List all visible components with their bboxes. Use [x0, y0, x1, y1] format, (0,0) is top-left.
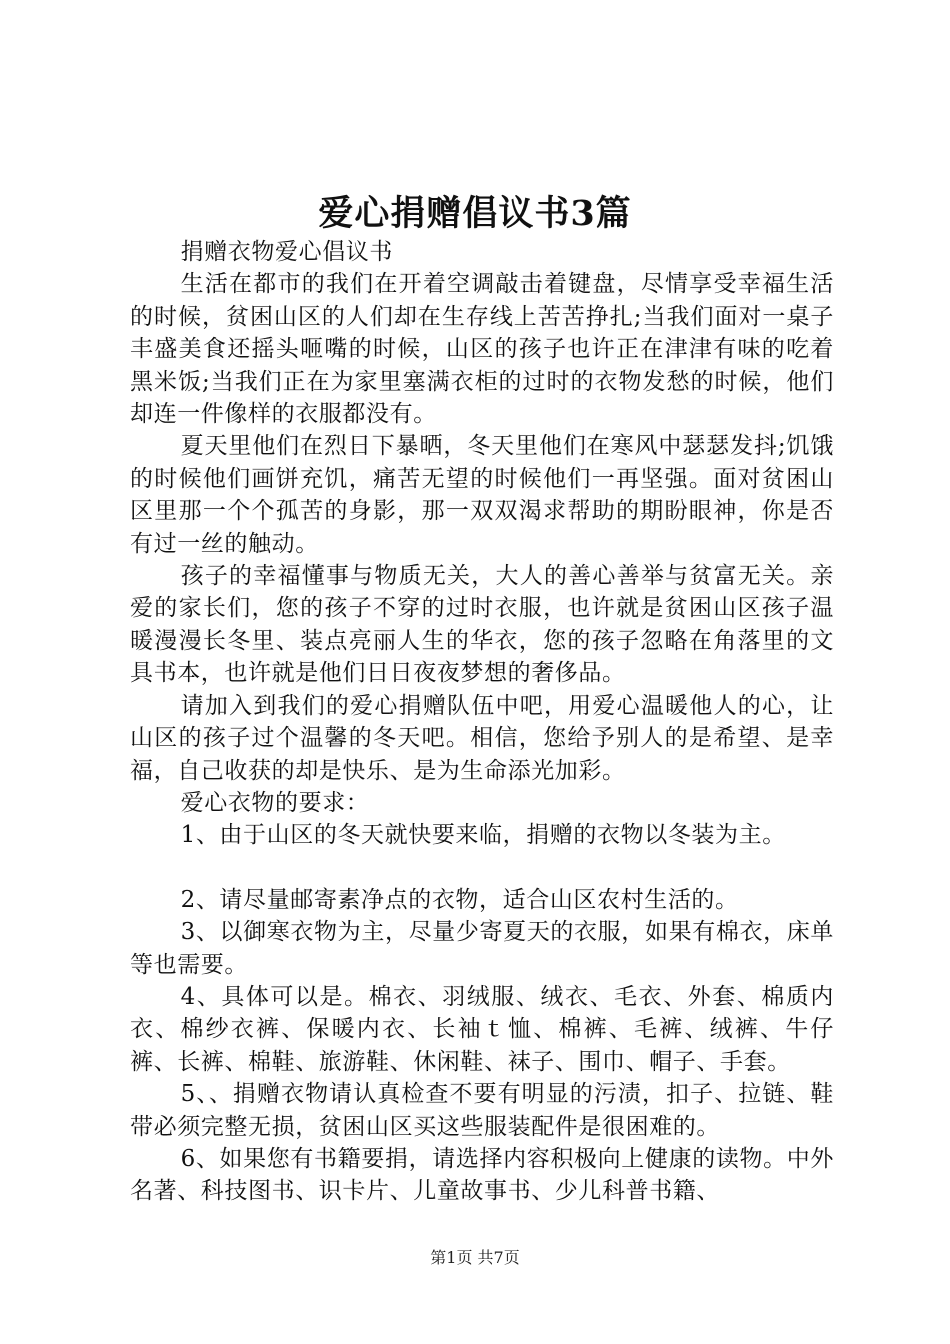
- paragraph: 孩子的幸福懂事与物质无关，大人的善心善举与贫富无关。亲爱的家长们，您的孩子不穿的过时衣服，也许就是贫困山区孩子温暖漫漫长冬里、装点亮丽人生的华衣，您的孩子忽略在角落里的文具书本，也许就是他们日日夜夜梦想的奢侈品。: [130, 563, 834, 687]
- requirement-item: 6、如果您有书籍要捐，请选择内容积极向上健康的读物。中外名著、科技图书、识卡片、儿童故事书、少儿科普书籍、: [130, 1145, 834, 1205]
- requirement-item: 3、以御寒衣物为主，尽量少寄夏天的衣服，如果有棉衣，床单等也需要。: [130, 919, 834, 978]
- requirement-item: 2、请尽量邮寄素净点的衣物，适合山区农村生活的。: [180, 886, 739, 913]
- document-title: 爱心捐赠倡议书3篇: [318, 193, 632, 234]
- requirement-item: 5、、捐赠衣物请认真检查不要有明显的污渍，扣子、拉链、鞋带必须完整无损，贫困山区买这些服装配件是很困难的。: [130, 1081, 834, 1140]
- requirements-heading: 爱心衣物的要求：: [180, 789, 370, 816]
- requirement-item: 4、具体可以是。棉衣、羽绒服、绒衣、毛衣、外套、棉质内衣、棉纱衣裤、保暖内衣、长袖ｔ恤、棉裤、毛裤、绒裤、牛仔裤、长裤、棉鞋、旅游鞋、休闲鞋、袜子、围巾、帽子、手套。: [130, 983, 834, 1075]
- section-heading: 捐赠衣物爱心倡议书: [180, 239, 393, 265]
- page-number-footer: 第1页 共7页: [430, 1248, 520, 1267]
- paragraph: 夏天里他们在烈日下暴晒，冬天里他们在寒风中瑟瑟发抖;饥饿的时候他们画饼充饥，痛苦无望的时候他们一再坚强。面对贫困山区里那一个个孤苦的身影，那一双双渴求帮助的期盼眼神，你是否有过一丝的触动。: [130, 433, 834, 557]
- paragraph: 生活在都市的我们在开着空调敲击着键盘，尽情享受幸福生活的时候，贫困山区的人们却在生存线上苦苦挣扎;当我们面对一桌子丰盛美食还摇头咂嘴的时候，山区的孩子也许正在津津有味的吃着黑米饭;当我们正在为家里塞满衣柜的过时的衣物发愁的时候，他们却连一件像样的衣服都没有。: [130, 271, 834, 428]
- paragraph: 请加入到我们的爱心捐赠队伍中吧，用爱心温暖他人的心，让山区的孩子过个温馨的冬天吧。相信，您给予别人的是希望、是幸福，自己收获的却是快乐、是为生命添光加彩。: [130, 692, 834, 784]
- requirement-item: 1、由于山区的冬天就快要来临，捐赠的衣物以冬装为主。: [180, 822, 786, 849]
- document-body: [130, 236, 834, 1208]
